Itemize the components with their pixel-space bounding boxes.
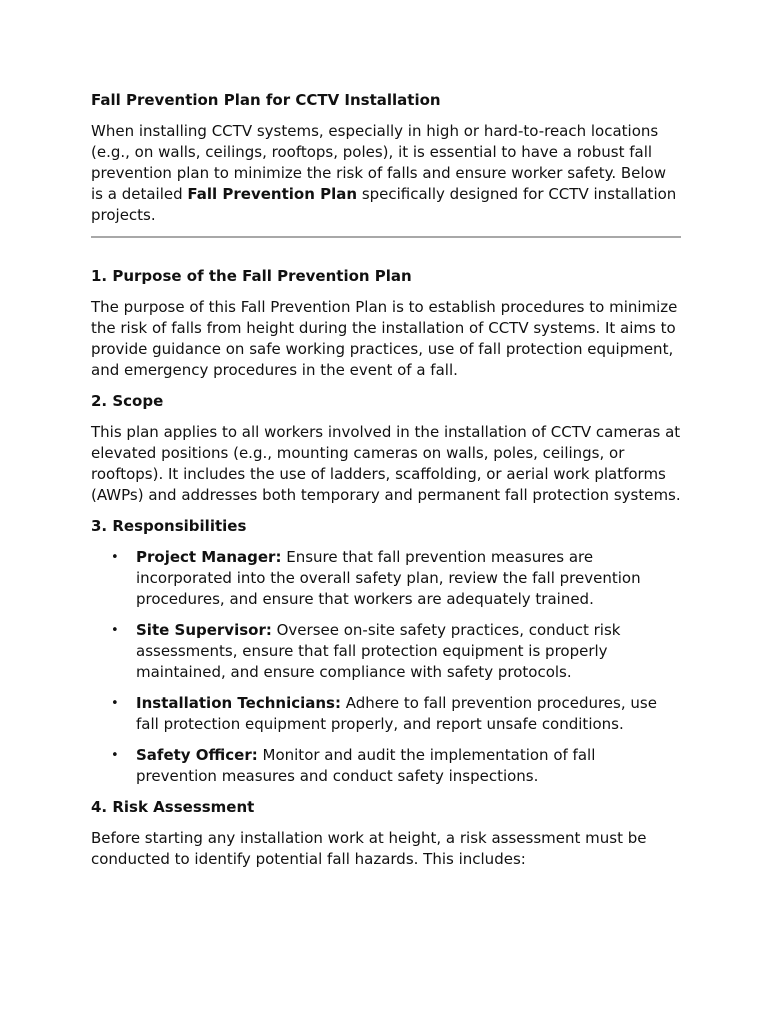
section-heading-risk-assessment: 4. Risk Assessment xyxy=(91,798,255,816)
role-description: Adhere to fall prevention procedures, use fall protection equipment properly, and report unsafe conditions. xyxy=(136,694,657,733)
horizontal-divider xyxy=(91,236,681,238)
role-description: Monitor and audit the implementation of fall prevention measures and conduct safety inspections. xyxy=(136,746,596,785)
section-body-scope: This plan applies to all workers involved in the installation of CCTV cameras at elevated positions (e.g., mounting cameras on walls, poles, ceilings, or rooftops). It includes the use of ladders, scaffolding, or aerial work platforms (AWPs) and addresses both temporary and permanent fall protection systems. xyxy=(91,423,681,504)
role-label: Site Supervisor: xyxy=(136,621,272,639)
role-description: Ensure that fall prevention measures are incorporated into the overall safety plan, review the fall prevention procedures, and ensure that workers are adequately trained. xyxy=(136,548,641,608)
bullet-icon: • xyxy=(111,696,119,711)
role-label: Installation Technicians: xyxy=(136,694,341,712)
intro-text-start: When installing CCTV systems, especially in high or hard-to-reach locations (e.g., on walls, ceilings, rooftops, poles), it is essential to have a robust fall prevention plan to minimize the risk of falls and ensure worker safety. Below is a detailed xyxy=(91,122,667,203)
role-label: Project Manager: xyxy=(136,548,282,566)
intro-paragraph xyxy=(91,121,681,226)
section-body-risk-assessment: Before starting any installation work at height, a risk assessment must be conducted to identify potential fall hazards. This includes: xyxy=(91,829,647,868)
document-page xyxy=(91,90,681,880)
list-item xyxy=(91,693,681,735)
list-item xyxy=(91,620,681,683)
section-heading-scope: 2. Scope xyxy=(91,392,164,410)
section-heading-responsibilities: 3. Responsibilities xyxy=(91,517,247,535)
bullet-icon: • xyxy=(111,623,119,638)
section-heading-purpose: 1. Purpose of the Fall Prevention Plan xyxy=(91,267,412,285)
list-item xyxy=(91,745,681,787)
role-label: Safety Officer: xyxy=(136,746,258,764)
document-title: Fall Prevention Plan for CCTV Installation xyxy=(91,91,441,109)
bullet-icon: • xyxy=(111,748,119,763)
bullet-icon: • xyxy=(111,550,119,565)
list-item xyxy=(91,547,681,610)
role-description: Oversee on-site safety practices, conduct risk assessments, ensure that fall protection equipment is properly maintained, and ensure compliance with safety protocols. xyxy=(136,621,621,681)
responsibilities-list xyxy=(91,547,681,787)
section-body-purpose: The purpose of this Fall Prevention Plan is to establish procedures to minimize the risk of falls from height during the installation of CCTV systems. It aims to provide guidance on safe working practices, use of fall protection equipment, and emergency procedures in the event of a fall. xyxy=(91,298,678,379)
intro-bold-text: Fall Prevention Plan xyxy=(187,185,358,203)
intro-text-end: specifically designed for CCTV installation projects. xyxy=(91,185,677,224)
